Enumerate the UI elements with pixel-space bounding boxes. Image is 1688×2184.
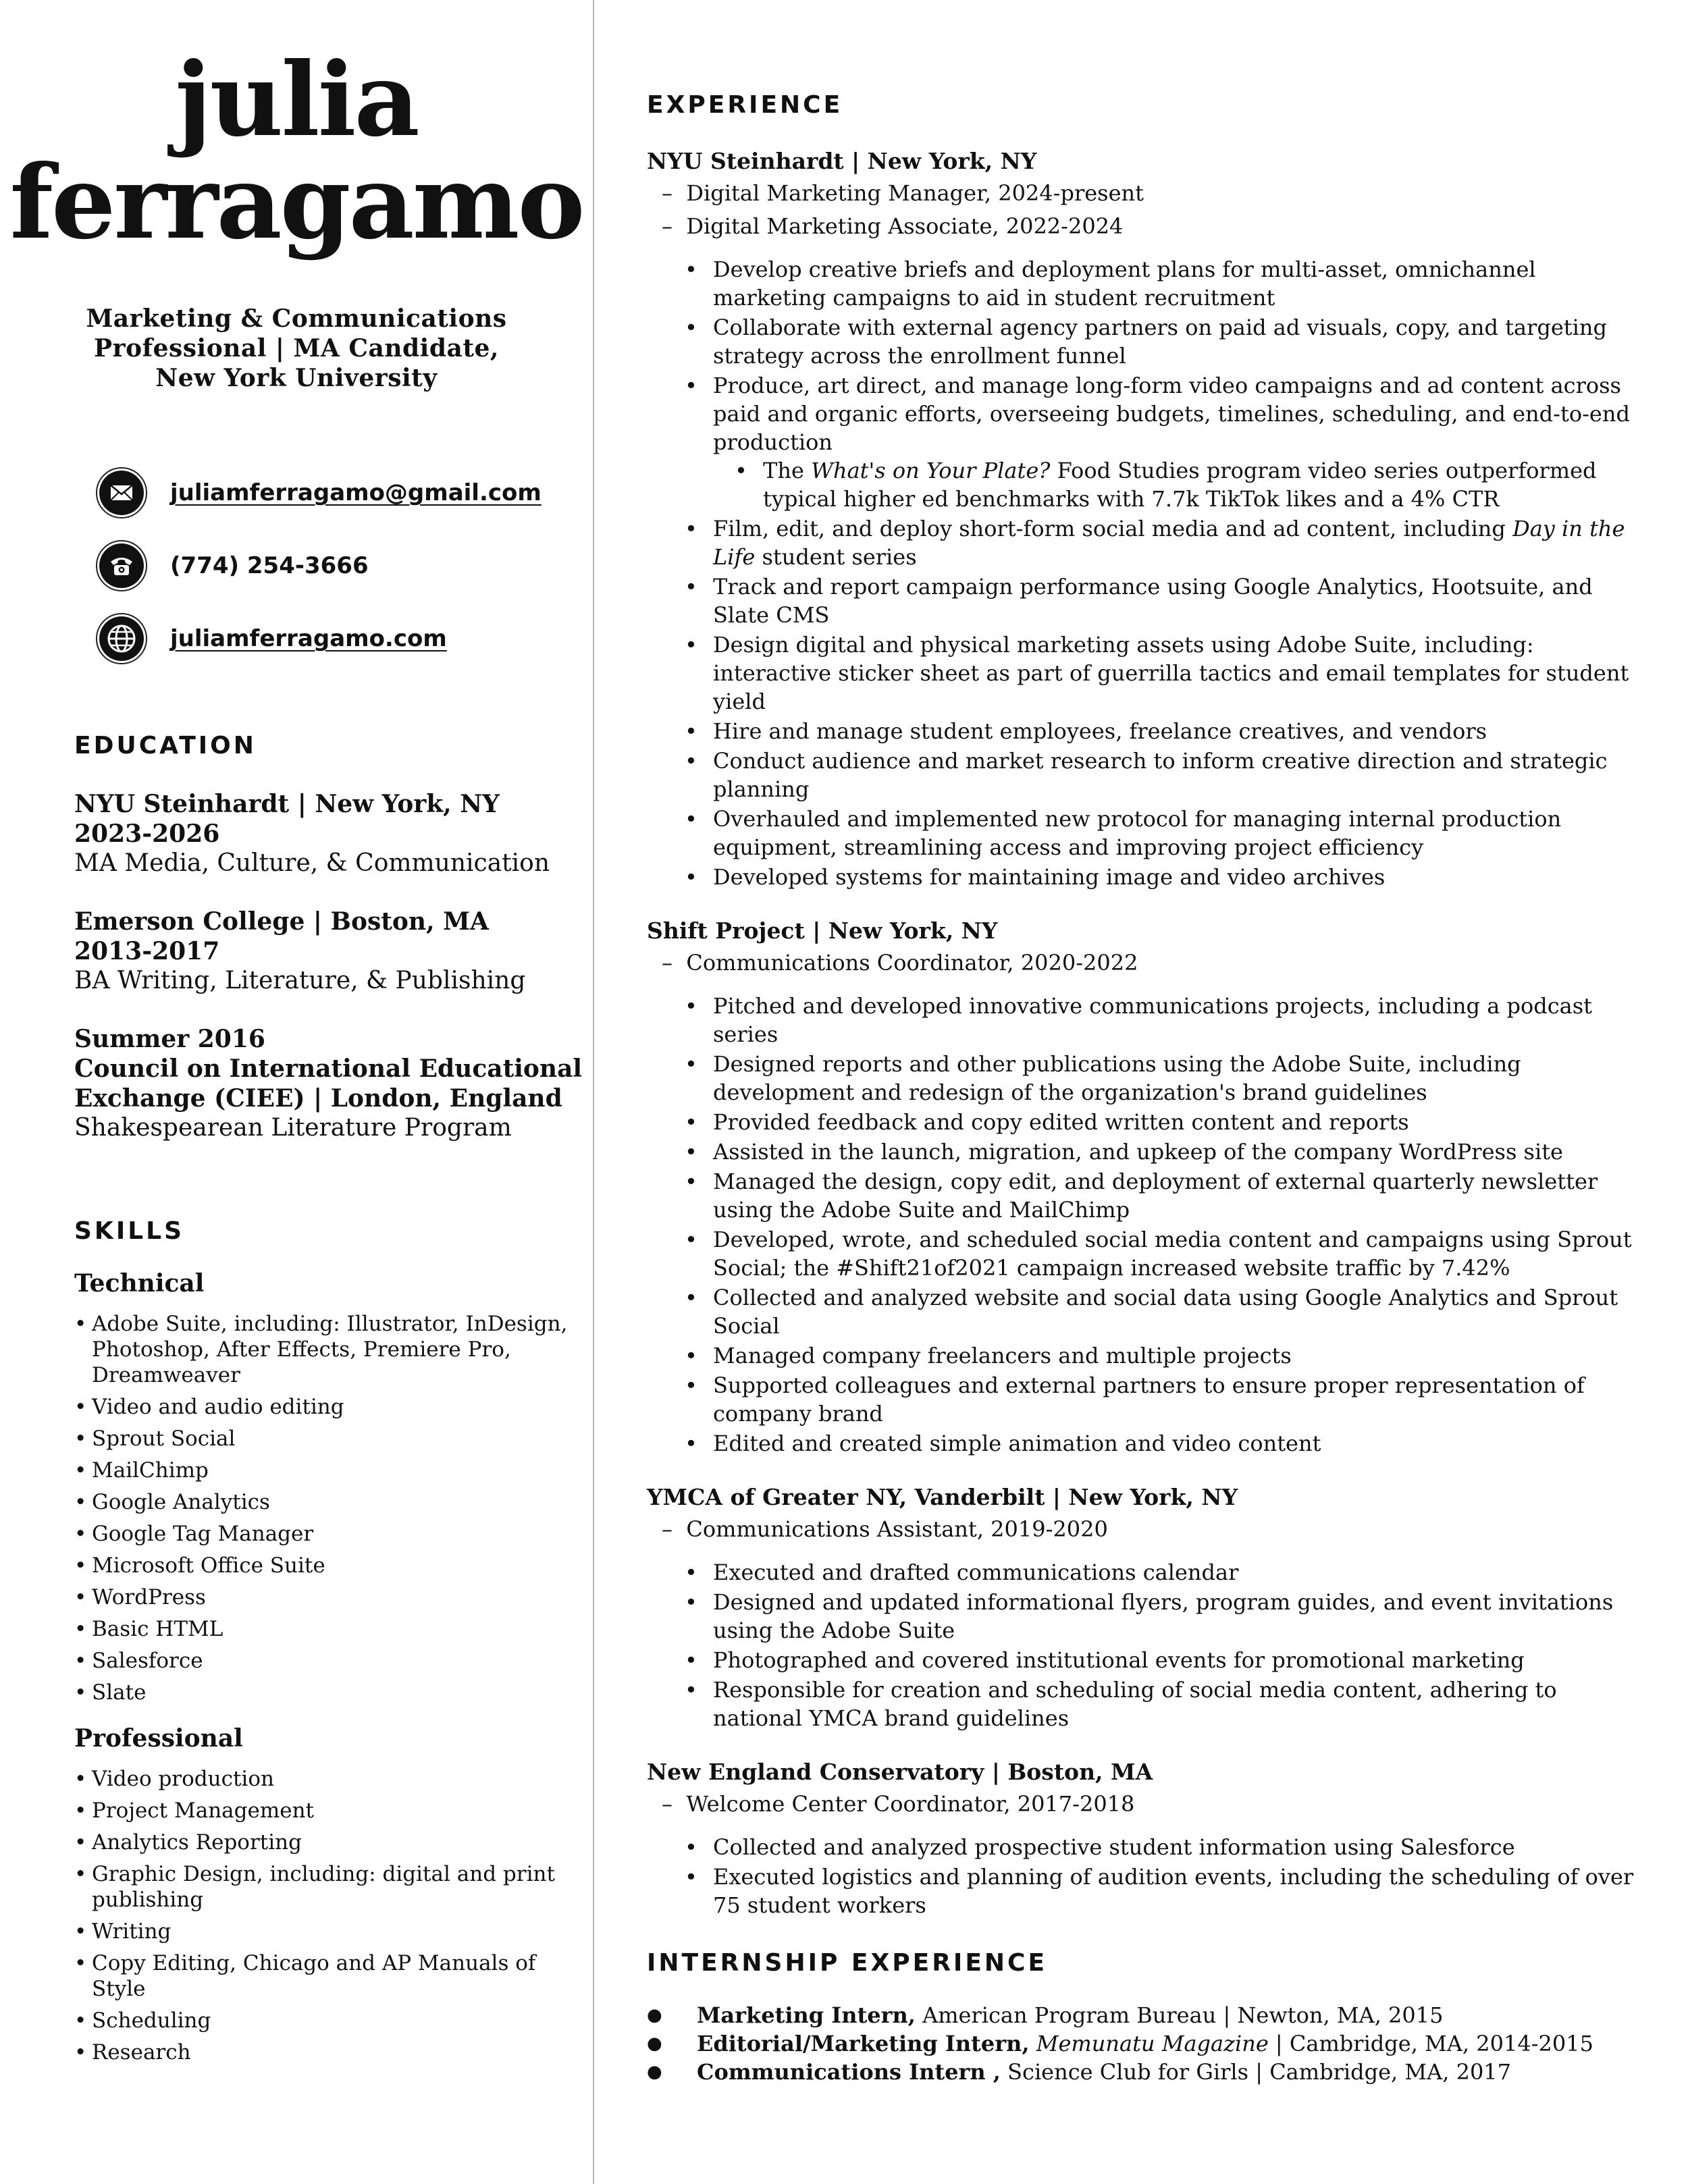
job-bullets (647, 992, 1639, 1458)
list-item: • Developed, wrote, and scheduled social media content and campaigns using Sprout Social; the #Shift21of2021 campaign increased website traffic by 7.42% (713, 1225, 1639, 1282)
job-organization: New England Conservatory | Boston, MA (647, 1759, 1153, 1785)
globe-icon (96, 613, 147, 664)
skills-section (0, 1217, 593, 2065)
list-item: • Collected and analyzed prospective student information using Salesforce (713, 1833, 1639, 1861)
list-item: • Conduct audience and market research to inform creative direction and strategic planning (713, 747, 1639, 803)
education-entry (74, 1024, 593, 1143)
list-item: • Video and audio editing (74, 1394, 579, 1420)
tagline-line: Marketing & Communications (86, 304, 507, 333)
list-item (713, 514, 1639, 571)
role-title: Communications Assistant, 2019-2020 (686, 1516, 1108, 1542)
list-item: • Collaborate with external agency partners on paid ad visuals, copy, and targeting strategy across the enrollment funnel (713, 313, 1639, 370)
list-item (647, 2029, 1639, 2058)
job-nec (647, 1757, 1639, 1919)
list-item: • Managed company freelancers and multiple projects (713, 1341, 1639, 1370)
role-title: Welcome Center Coordinator, 2017-2018 (686, 1791, 1135, 1817)
list-item: • WordPress (74, 1584, 579, 1610)
job-organization: Shift Project | New York, NY (647, 917, 998, 944)
list-item: • Salesforce (74, 1648, 579, 1674)
bullet-text: Film, edit, and deploy short-form social media and ad content, including (713, 516, 1513, 541)
tagline-line: New York University (155, 364, 438, 392)
last-name: ferragamo (9, 143, 583, 262)
list-item: • Project Management (74, 1798, 579, 1823)
list-item: • Assisted in the launch, migration, and upkeep of the company WordPress site (713, 1138, 1639, 1166)
job-nyu-steinhardt (647, 146, 1639, 891)
contact-list (0, 466, 593, 666)
job-organization: NYU Steinhardt | New York, NY (647, 148, 1037, 174)
list-item: • Responsible for creation and scheduling of social media content, adhering to national YMCA brand guidelines (713, 1676, 1639, 1732)
education-years: 2013-2017 (74, 937, 220, 965)
tagline-line: Professional | MA Candidate, (94, 334, 499, 363)
bullet-text: Food Studies program video series outperformed typical higher ed benchmarks with 7.7k TikTok likes and a 4% CTR (763, 458, 1597, 512)
list-item: • Executed and drafted communications calendar (713, 1558, 1639, 1587)
contact-phone (96, 539, 593, 593)
list-item: • Scheduling (74, 2008, 579, 2033)
education-degree: Shakespearean Literature Program (74, 1114, 512, 1142)
list-item: • MailChimp (74, 1458, 579, 1483)
list-item: • Supported colleagues and external partners to ensure proper representation of company brand (713, 1371, 1639, 1428)
education-years: 2023-2026 (74, 820, 220, 848)
internship-detail: Science Club for Girls | Cambridge, MA, 2017 (1000, 2059, 1512, 2085)
bullet-text: Produce, art direct, and manage long-form video campaigns and ad content across paid and organic efforts, overseeing budgets, timelines, scheduling, and end-to-end production (713, 373, 1630, 455)
education-heading: EDUCATION (74, 732, 257, 760)
internship-title: Marketing Intern, (697, 2002, 916, 2028)
internship-list (647, 2001, 1639, 2086)
role-title: Communications Coordinator, 2020-2022 (686, 950, 1138, 976)
role-title: Digital Marketing Associate, 2022-2024 (686, 213, 1124, 239)
list-item: • Photographed and covered institutional events for promotional marketing (713, 1646, 1639, 1674)
role-title: Digital Marketing Manager, 2024-present (686, 180, 1144, 206)
list-item: • Video production (74, 1766, 579, 1792)
job-bullets (647, 255, 1639, 891)
internship-heading: INTERNSHIP EXPERIENCE (647, 1949, 1048, 1977)
internship-title: Editorial/Marketing Intern, (697, 2031, 1030, 2056)
job-shift-project (647, 915, 1639, 1458)
right-column (647, 91, 1639, 2086)
list-item: • Overhauled and implemented new protocol for managing internal production equipment, streamlining access and improving project efficiency (713, 805, 1639, 861)
education-degree: MA Media, Culture, & Communication (74, 849, 550, 877)
bullet-text: student series (755, 544, 917, 570)
list-item: • Managed the design, copy edit, and deployment of external quarterly newsletter using the Adobe Suite and MailChimp (713, 1167, 1639, 1224)
list-item: • Adobe Suite, including: Illustrator, InDesign, Photoshop, After Effects, Premiere Pro, Dreamweaver (74, 1311, 579, 1388)
education-entry (74, 789, 593, 878)
bullet-text: The (763, 458, 812, 483)
list-item: • Developed systems for maintaining image and video archives (713, 863, 1639, 891)
list-item: • Google Analytics (74, 1489, 579, 1515)
education-entry (74, 907, 593, 996)
email-link[interactable]: juliamferragamo@gmail.com (170, 479, 542, 506)
job-bullets (647, 1833, 1639, 1919)
name-heading (0, 41, 593, 262)
job-role: – Digital Marketing Associate, 2022-2024 (662, 213, 1124, 239)
list-item: • Sprout Social (74, 1426, 579, 1451)
list-item (647, 2001, 1639, 2029)
contact-email (96, 466, 593, 520)
technical-skills-label: Technical (74, 1269, 205, 1298)
list-item: • Analytics Reporting (74, 1830, 579, 1855)
tagline (0, 304, 593, 393)
list-item: • Basic HTML (74, 1616, 579, 1642)
website-link[interactable]: juliamferragamo.com (170, 625, 447, 652)
list-item: • Microsoft Office Suite (74, 1553, 579, 1578)
job-bullets (647, 1558, 1639, 1732)
list-item: • Collected and analyzed website and social data using Google Analytics and Sprout Social (713, 1283, 1639, 1340)
telephone-icon (96, 540, 147, 591)
list-item: • Hire and manage student employees, freelance creatives, and vendors (713, 717, 1639, 745)
envelope-icon (96, 467, 147, 518)
job-ymca (647, 1482, 1639, 1732)
first-name: julia (175, 41, 418, 159)
professional-skills-label: Professional (74, 1724, 243, 1753)
internship-detail: | Cambridge, MA, 2014-2015 (1268, 2031, 1593, 2056)
list-item: • Copy Editing, Chicago and AP Manuals of Style (74, 1950, 579, 2002)
sub-bullets (713, 456, 1639, 513)
skills-heading: SKILLS (74, 1217, 185, 1245)
list-item: • Research (74, 2040, 579, 2065)
internship-detail: American Program Bureau | Newton, MA, 2015 (915, 2002, 1444, 2028)
list-item (647, 2058, 1639, 2086)
job-role: – Communications Coordinator, 2020-2022 (662, 950, 1138, 976)
list-item: • Design digital and physical marketing assets using Adobe Suite, including: interactive sticker sheet as part of guerrilla tactics and email templates for student yield (713, 631, 1639, 716)
list-item: • Develop creative briefs and deployment plans for multi-asset, omnichannel marketing campaigns to aid in student recruitment (713, 255, 1639, 312)
list-item: • Writing (74, 1919, 579, 1944)
technical-skills-list (74, 1311, 593, 1705)
list-item: • Graphic Design, including: digital and print publishing (74, 1861, 579, 1913)
bullet-emphasis: Day in the Life (713, 516, 1625, 570)
list-item: • Designed reports and other publications using the Adobe Suite, including development and redesign of the organization's brand guidelines (713, 1050, 1639, 1107)
education-section (0, 732, 593, 1143)
job-role: – Digital Marketing Manager, 2024-present (662, 180, 1144, 206)
education-years: Summer 2016 (74, 1025, 265, 1053)
job-role: – Welcome Center Coordinator, 2017-2018 (662, 1791, 1135, 1817)
list-item: • Edited and created simple animation and video content (713, 1429, 1639, 1458)
left-column (0, 0, 593, 2184)
list-item: • Google Tag Manager (74, 1521, 579, 1547)
job-organization: YMCA of Greater NY, Vanderbilt | New York, NY (647, 1484, 1238, 1510)
column-divider (593, 0, 594, 2184)
job-role: – Communications Assistant, 2019-2020 (662, 1516, 1108, 1542)
list-item: • Slate (74, 1680, 579, 1705)
experience-heading: EXPERIENCE (647, 91, 843, 119)
bullet-emphasis: What's on Your Plate? (811, 458, 1051, 483)
internship-emphasis: Memunatu Magazine (1029, 2031, 1269, 2056)
professional-skills-list (74, 1766, 593, 2065)
list-item (713, 371, 1639, 513)
education-school: Council on International Educational (74, 1055, 583, 1083)
education-school: Emerson College | Boston, MA (74, 907, 489, 936)
phone-number[interactable]: (774) 254-3666 (170, 552, 369, 579)
list-item: • Designed and updated informational flyers, program guides, and event invitations using the Adobe Suite (713, 1588, 1639, 1645)
list-item: • Executed logistics and planning of audition events, including the scheduling of over 75 student workers (713, 1863, 1639, 1919)
contact-website (96, 612, 593, 666)
education-school: Exchange (CIEE) | London, England (74, 1084, 562, 1113)
list-item: • Pitched and developed innovative communications projects, including a podcast series (713, 992, 1639, 1048)
list-item (763, 456, 1639, 513)
list-item: • Track and report campaign performance using Google Analytics, Hootsuite, and Slate CMS (713, 572, 1639, 629)
education-degree: BA Writing, Literature, & Publishing (74, 967, 526, 994)
list-item: • Provided feedback and copy edited written content and reports (713, 1108, 1639, 1136)
internship-title: Communications Intern , (697, 2059, 1001, 2085)
education-school: NYU Steinhardt | New York, NY (74, 790, 500, 818)
